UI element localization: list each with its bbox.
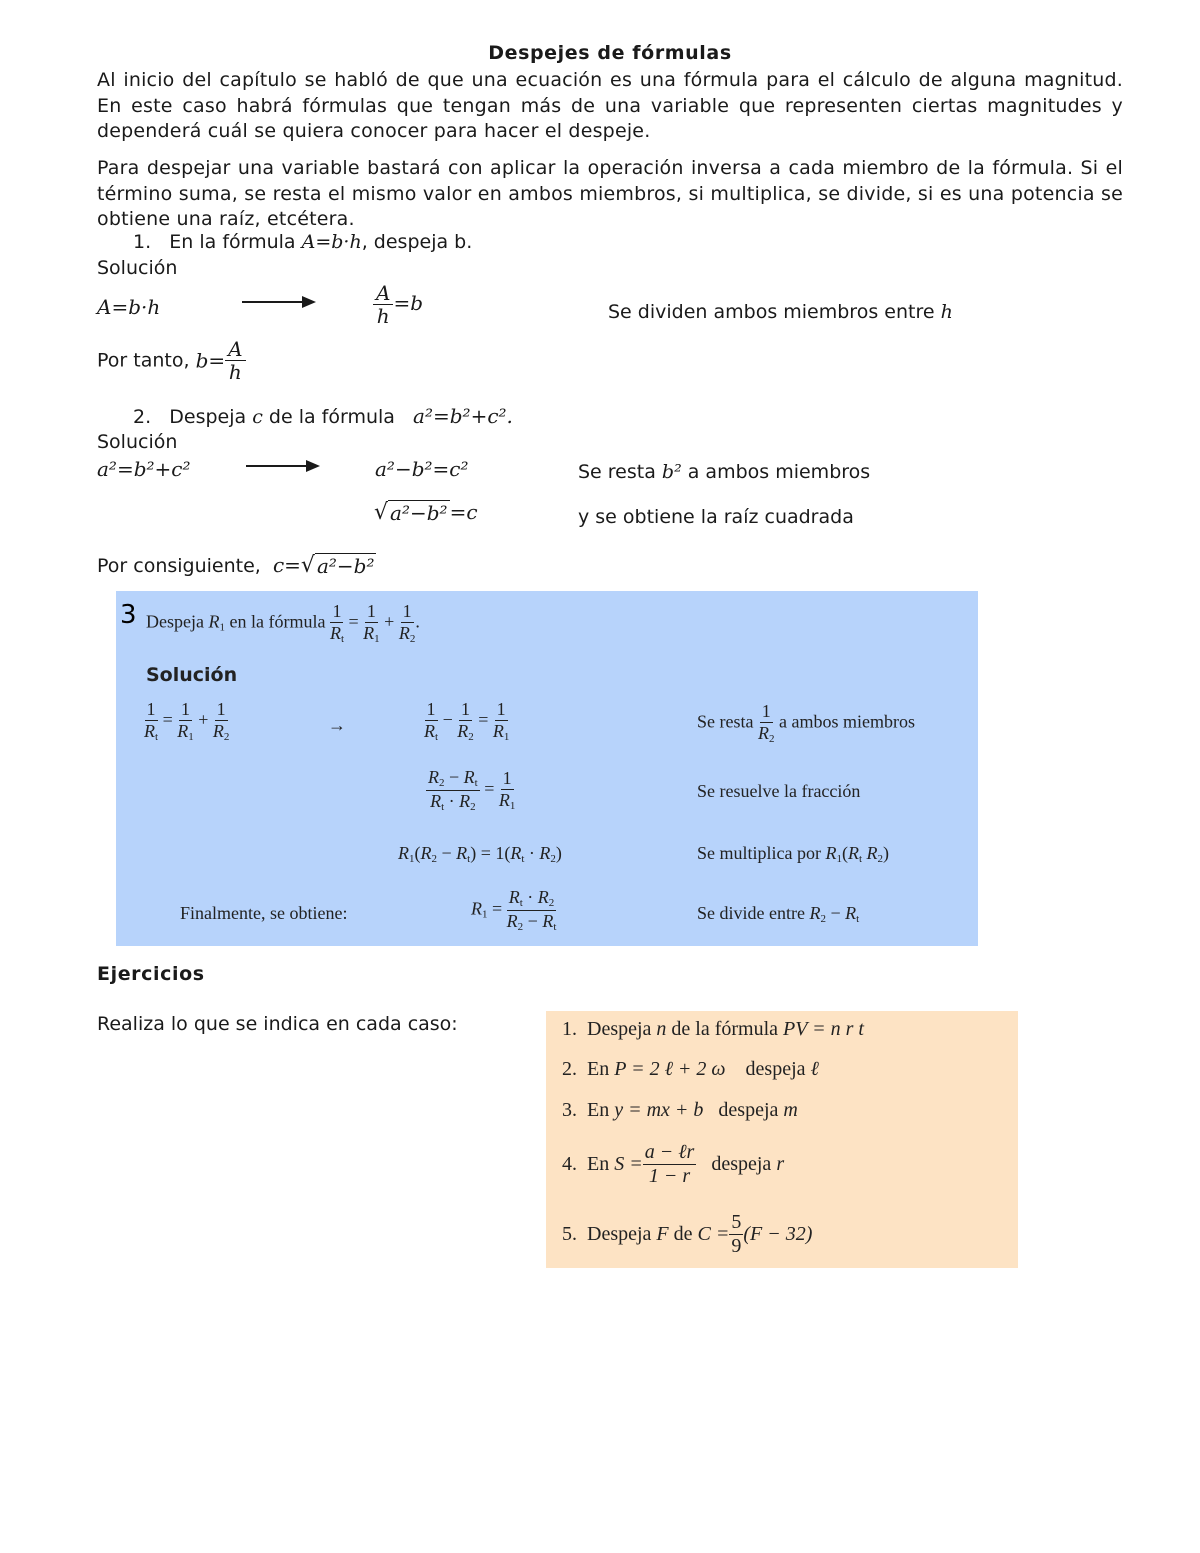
exercises-heading: Ejercicios — [97, 963, 205, 985]
example-3-arrow: → — [328, 715, 346, 735]
example-2-result: Por consiguiente, c= √ a²−b² — [97, 553, 375, 578]
example-3-note-1: Se resta $\frac{1}{R_2}$ a ambos miembros — [697, 701, 915, 745]
example-3-note-3: Se multiplica por $R_1(R_t$ $R_2$) — [697, 843, 890, 865]
example-1-result: Por tanto, b= $\frac{A}{h}$ — [97, 338, 246, 383]
exercises-box — [546, 1011, 1018, 1268]
example-3-step-1: $\frac{1}{R_t}$ − $\frac{1}{R_2}$ = $\frac{1}{R_1}$ — [424, 699, 510, 743]
example-2-solution-label: Solución — [97, 431, 178, 453]
exercises-instruction: Realiza lo que se indica en cada caso: — [97, 1013, 458, 1035]
example-1-original-formula: A=b·h — [97, 295, 161, 319]
example-2-note-1: Se resta b² a ambos miembros — [578, 461, 871, 483]
example-1-statement: 1. En la fórmula A=b·h, despeja b. — [133, 231, 473, 253]
exercise-item-1: 1. Despeja n de la fórmula PV = n r t — [562, 1018, 864, 1040]
example-3-step-2: $\frac{R_2 - R_t}{R_t \cdot R_2}$ = $\frac{1}{R_1}$ — [428, 767, 516, 813]
example-3-step-3: $R_1(R_2 - R_t) = 1(R_t \cdot R_2)$ — [398, 843, 562, 865]
exercise-item-4: 4. En S = $\frac{\text{a − ℓr}}{1 - r}$ despeja r — [562, 1141, 785, 1187]
example-1-step: $\frac{A}{h}$ =b — [373, 282, 423, 327]
example-3-note-4: Se divide entre $R_2 - R_t$ — [697, 903, 860, 925]
example-2-statement: 2. Despeja c de la fórmula a²=b²+c². — [133, 404, 513, 428]
example-3-solution-label: Solución — [146, 664, 238, 686]
example-2-step-1: a²−b²=c² — [375, 457, 469, 481]
page-title: Despejes de fórmulas — [488, 42, 732, 64]
example-3-number: 3 — [120, 600, 137, 630]
example-3-final-label: Finalmente, se obtiene: — [180, 903, 348, 923]
example-3-note-2: Se resuelve la fracción — [697, 781, 861, 801]
example-3-statement: Despeja $R_1$ en la fórmula $\frac{1}{R_t}$ = $\frac{1}{R_1}$ + $\frac{1}{R_2}$ . — [146, 601, 420, 645]
exercise-item-3: 3. En y = mx + b despeja m — [562, 1099, 798, 1121]
intro-paragraph-1: Al inicio del capítulo se habló de que una ecuación es una fórmula para el cálculo de alguna magnitud. En este caso habrá fórmulas que tengan más de una variable que representen ciertas magnitudes y dependerá cuál se quiera conocer para hacer el despeje. — [97, 69, 1123, 142]
exercise-item-5: 5. Despeja F de C = $\frac{5}{9}$ (F − 32) — [562, 1211, 813, 1257]
intro-paragraph-2: Para despejar una variable bastará con aplicar la operación inversa a cada miembro de la fórmula. Si el término suma, se resta el mismo valor en ambos miembros, si multiplica, se divide, si es una potencia se obtiene una raíz, etcétera. — [97, 157, 1123, 230]
example-1-solution-label: Solución — [97, 257, 178, 279]
example-1-note: Se dividen ambos miembros entre h — [608, 301, 953, 323]
example-2-step-2: √ a²−b² =c — [374, 500, 478, 525]
exercise-item-2: 2. En P = 2 ℓ + 2 ω despeja ℓ — [562, 1058, 819, 1080]
example-3-original-formula: $\frac{1}{R_t}$ = $\frac{1}{R_1}$ + $\frac{1}{R_2}$ — [144, 699, 230, 743]
example-3-final-formula: $R_1$ = $\frac{R_t \cdot R_2}{R_2 - R_t}$ — [471, 887, 557, 933]
example-2-note-2: y se obtiene la raíz cuadrada — [578, 506, 854, 528]
example-3-box — [116, 591, 978, 946]
example-2-original-formula: a²=b²+c² — [97, 457, 191, 481]
